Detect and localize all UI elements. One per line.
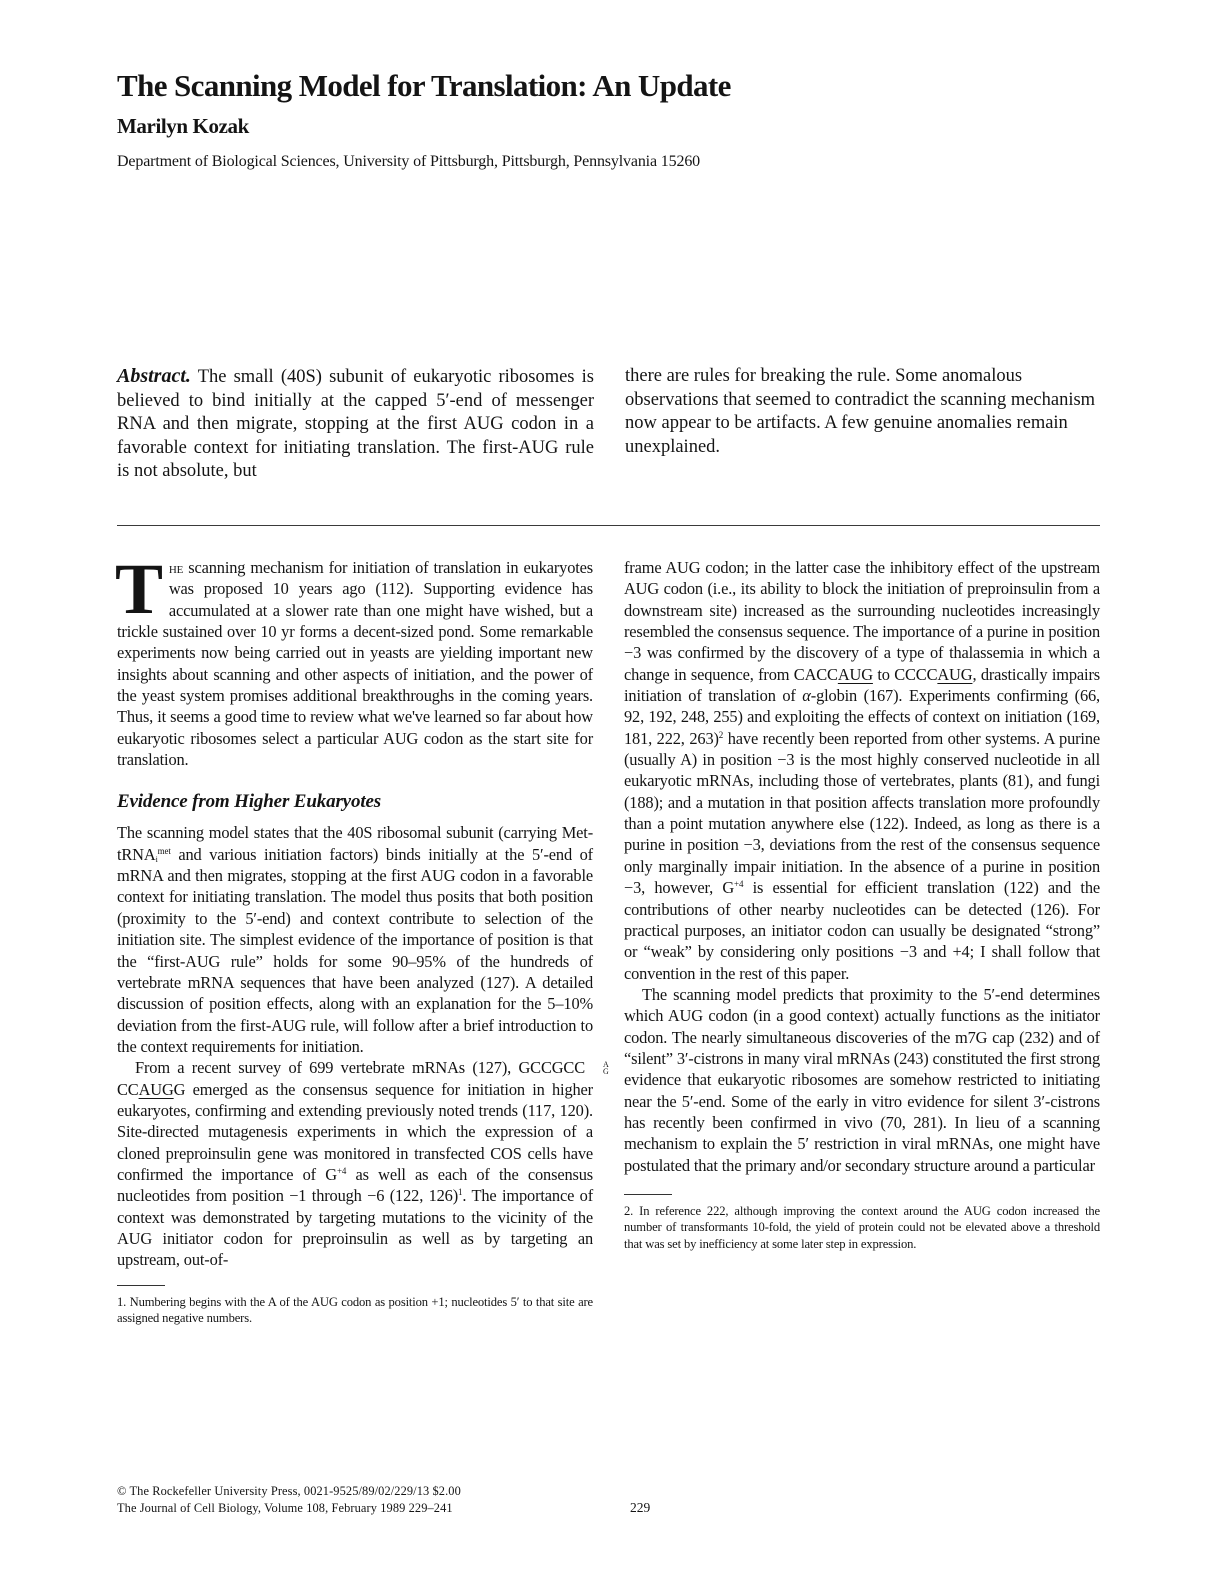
subscript: i bbox=[155, 854, 158, 864]
body-column-right bbox=[624, 557, 1100, 1252]
footnote-ref-1[interactable]: 1 bbox=[458, 1187, 463, 1198]
author-name: Marilyn Kozak bbox=[117, 114, 249, 138]
footnote-2: 2. In reference 222, although improving the context around the AUG codon increased the number of transformants 10-fold, the yield of protein could not be elevated above a threshold that was set by inefficiency at some later step in expression. bbox=[624, 1203, 1100, 1251]
body-paragraph bbox=[117, 822, 593, 1057]
abstract-right-column bbox=[625, 365, 1100, 484]
purine-symbol bbox=[585, 1060, 609, 1077]
abstract bbox=[117, 365, 1100, 484]
abstract-label: Abstract. bbox=[117, 365, 191, 387]
purine-bottom: G bbox=[603, 1067, 609, 1077]
intro-smallcaps: he bbox=[168, 558, 184, 577]
text-run: and various initiation factors) binds initially at the 5′-end of mRNA and then migrates, stopping at the first AUG codon in a favorable context for initiating translation. The model thus posits that both position (proximity to the 5′-end) and context contribute to selection of the initiation site. The simplest evidence of the importance of position is that the “first-AUG rule” holds for some 90–95% of the hundreds of vertebrate mRNA sequences that have been analyzed (127). A detailed discussion of position effects, along with an explanation for the 5–10% deviation from the first-AUG rule, will follow after a brief introduction to the context requirements for initiation. bbox=[117, 844, 593, 1056]
sequence-suffix: G bbox=[173, 1079, 186, 1099]
sequence-mid: CC bbox=[117, 1079, 139, 1099]
abstract-left-column bbox=[117, 365, 594, 484]
drop-cap: T bbox=[115, 549, 163, 629]
abstract-text-right: there are rules for breaking the rule. Some anomalous observations that seemed to contradict the scanning mechanism now appear to be artifacts. A few genuine anomalies remain unexplained. bbox=[625, 366, 1096, 457]
intro-paragraph bbox=[115, 549, 593, 770]
text-run: as well as each of the consensus nucleotides from position −1 through −6 (122, 126) bbox=[117, 1164, 593, 1206]
text-run: frame AUG codon; in the latter case the inhibitory effect of the upstream AUG codon (i.e., its ability to block the initiation of preproinsulin from a downstream site) increased as the surrounding nucleotides increasingly resembled the consensus sequence. The importance of a purine in position −3 was confirmed by the discovery of a type of thalassemia in which a change in sequence, from bbox=[624, 558, 1100, 684]
text-run: -globin (167). Experiments confirming (66, 92, 192, 248, 255) and exploiting the effects of context on initiation (169, 181, 222, 263) bbox=[624, 686, 1100, 748]
page-footer bbox=[117, 1483, 461, 1516]
abstract-text-left: The small (40S) subunit of eukaryotic ribosomes is believed to bind initially at the capped 5′-end of messenger RNA and then migrate, stopping at the first AUG codon in a favorable context for initiating translation. The first-AUG rule is not absolute, but bbox=[117, 367, 594, 482]
body-paragraph: The scanning model predicts that proximity to the 5′-end determines which AUG codon (in a good context) actually functions as the initiator codon. The nearly simultaneous discoveries of the m7G cap (232) and of “silent” 3′-cistrons in many viral mRNAs (243) constituted the first strong evidence that eukaryotic ribosomes are somehow restricted to initiating near the 5′-end. Some of the early in vitro evidence for silent 3′-cistrons has recently been confirmed in vivo (70, 281). In lieu of a scanning mechanism to explain the 5′ restriction in viral mRNAs, one might have postulated that the primary and/or secondary structure around a particular bbox=[624, 984, 1100, 1175]
footnote-divider bbox=[624, 1194, 672, 1195]
sequence-prefix: CACC bbox=[793, 664, 838, 684]
copyright-line: © The Rockefeller University Press, 0021-9525/89/02/229/13 $2.00 bbox=[117, 1484, 461, 1498]
author-affiliation: Department of Biological Sciences, University of Pittsburgh, Pittsburgh, Pennsylvania 15260 bbox=[117, 153, 701, 170]
start-codon: AUG bbox=[837, 664, 873, 684]
superscript: met bbox=[157, 845, 171, 856]
body-paragraph bbox=[624, 557, 1100, 984]
superscript: +4 bbox=[336, 1165, 347, 1176]
sequence-prefix: GCCGCC bbox=[518, 1058, 585, 1078]
journal-citation: The Journal of Cell Biology, Volume 108, February 1989 229–241 bbox=[117, 1500, 453, 1515]
footnote-1: 1. Numbering begins with the A of the AUG codon as position +1; nucleotides 5′ to that site are assigned negative numbers. bbox=[117, 1294, 593, 1326]
text-run: emerged as the consensus sequence for initiation in higher eukaryotes, confirming and extending previously noted trends (117, 120). Site-directed mutagenesis experiments in which the expression of a cloned preproinsulin gene was monitored in transfected COS cells have confirmed the importance of G bbox=[117, 1079, 593, 1184]
text-run: is essential for efficient translation (122) and the contributions of other nearby nucleotides can be detected (126). For practical purposes, an initiator codon can usually be designated “strong” or “weak” by considering only positions −3 and +4; I shall follow that convention in the rest of this paper. bbox=[624, 878, 1101, 983]
footnote-ref-2[interactable]: 2 bbox=[718, 729, 724, 740]
body-column-left bbox=[115, 549, 609, 1327]
text-run: , drastically impairs initiation of translation of bbox=[624, 664, 1100, 706]
text-run: . The importance of context was demonstrated by targeting mutations to the vicinity of the AUG initiator codon for preproinsulin as well as by targeting an upstream, out-of- bbox=[117, 1186, 593, 1270]
section-divider bbox=[117, 525, 1100, 526]
intro-text: scanning mechanism for initiation of translation in eukaryotes was proposed 10 years ago (112). Supporting evidence has accumulated at a slower rate than one might have wished, but a trickle sustained over 10 yr forms a decent-sized pond. Some remarkable experiments now being carried out in yeasts are yielding important new insights about scanning and other aspects of initiation, and the power of the yeast system promises additional breakthroughs in the coming years. Thus, it seems a good time to review what we've learned so far about how eukaryotic ribosomes select a particular AUG codon as the start site for translation. bbox=[117, 558, 593, 770]
article-title: The Scanning Model for Translation: An Update bbox=[117, 68, 731, 103]
purine-top: A bbox=[603, 1060, 609, 1070]
footnote-divider bbox=[117, 1285, 165, 1286]
superscript: +4 bbox=[734, 879, 744, 890]
sequence-prefix: CCCC bbox=[894, 664, 938, 684]
text-run: have recently been reported from other systems. A purine (usually A) in position −3 is the most highly conserved nucleotide in all eukaryotic mRNAs, including those of vertebrates, plants (81), and fungi (188); and a mutation in that position affects translation more profoundly than a point mutation anywhere else (122). Indeed, as long as there is a purine in position −3, deviations from the rest of the consensus sequence only marginally impair initiation. In the absence of a purine in position −3, however, G bbox=[624, 728, 1100, 898]
start-codon: AUG bbox=[138, 1079, 174, 1099]
alpha-symbol: α bbox=[802, 686, 811, 706]
section-heading: Evidence from Higher Eukaryotes bbox=[117, 791, 381, 813]
start-codon: AUG bbox=[937, 664, 973, 684]
page-number: 229 bbox=[630, 1500, 651, 1515]
text-run: From a recent survey of 699 vertebrate mRNAs (127), bbox=[135, 1058, 519, 1078]
text-run: The scanning model states that the 40S ribosomal subunit (carrying Met-tRNA bbox=[117, 823, 593, 864]
text-run: to bbox=[872, 664, 895, 684]
body-paragraph bbox=[117, 1057, 609, 1270]
